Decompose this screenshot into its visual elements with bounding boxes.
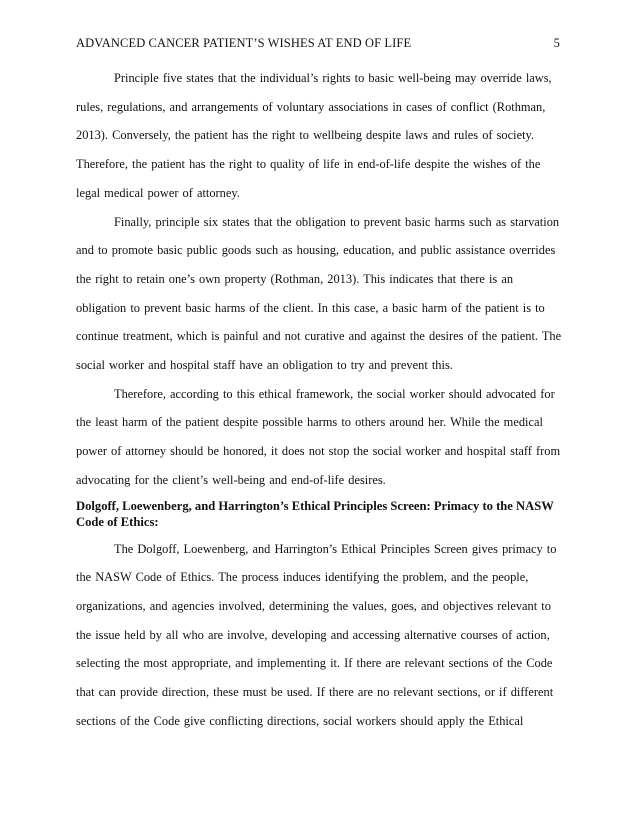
running-head-title: ADVANCED CANCER PATIENT’S WISHES AT END OF LIFE — [76, 36, 412, 50]
paragraph-conclusion: Therefore, according to this ethical framework, the social worker should advocated for the least harm of the patient despite possible harms to others around her. While the medical power of attorney should be honored, it does not stop the social worker and hospital staff from advocating for the client’s well-being and end-of-life desires. — [76, 386, 561, 487]
document-body — [76, 64, 564, 735]
paragraph-ethical-screen: The Dolgoff, Loewenberg, and Harrington’s Ethical Principles Screen gives primacy to the NASW Code of Ethics. The process induces identifying the problem, and the people, organizations, and agencies involved, determining the values, goes, and objectives relevant to the issue held by all who are involve, developing and accessing alternative courses of action, selecting the most appropriate, and implementing it. If there are relevant sections of the Code that can provide direction, these must be used. If there are no relevant sections, or if different sections of the Code give conflicting directions, social workers should apply the Ethical — [76, 541, 557, 728]
page-number: 5 — [553, 36, 560, 50]
paragraph-principle-six: Finally, principle six states that the obligation to prevent basic harms such as starvation and to promote basic public goods such as housing, education, and public assistance overrides the right to retain one’s own property (Rothman, 2013). This indicates that there is an obligation to prevent basic harms of the client. In this case, a basic harm of the patient is to continue treatment, which is painful and not curative and against the desires of the patient. The social worker and hospital staff have an obligation to try and prevent this. — [76, 214, 562, 373]
running-head — [76, 36, 560, 54]
section-heading: Dolgoff, Loewenberg, and Harrington’s Ethical Principles Screen: Primacy to the NASW Code of Ethics: — [76, 498, 554, 529]
paragraph-principle-five: Principle five states that the individual’s rights to basic well-being may override laws, rules, regulations, and arrangements of voluntary associations in cases of conflict (Rothman, 2013). Conversely, the patient has the right to wellbeing despite laws and rules of society. Therefore, the patient has the right to quality of life in end-of-life despite the wishes of the legal medical power of attorney. — [76, 71, 552, 200]
